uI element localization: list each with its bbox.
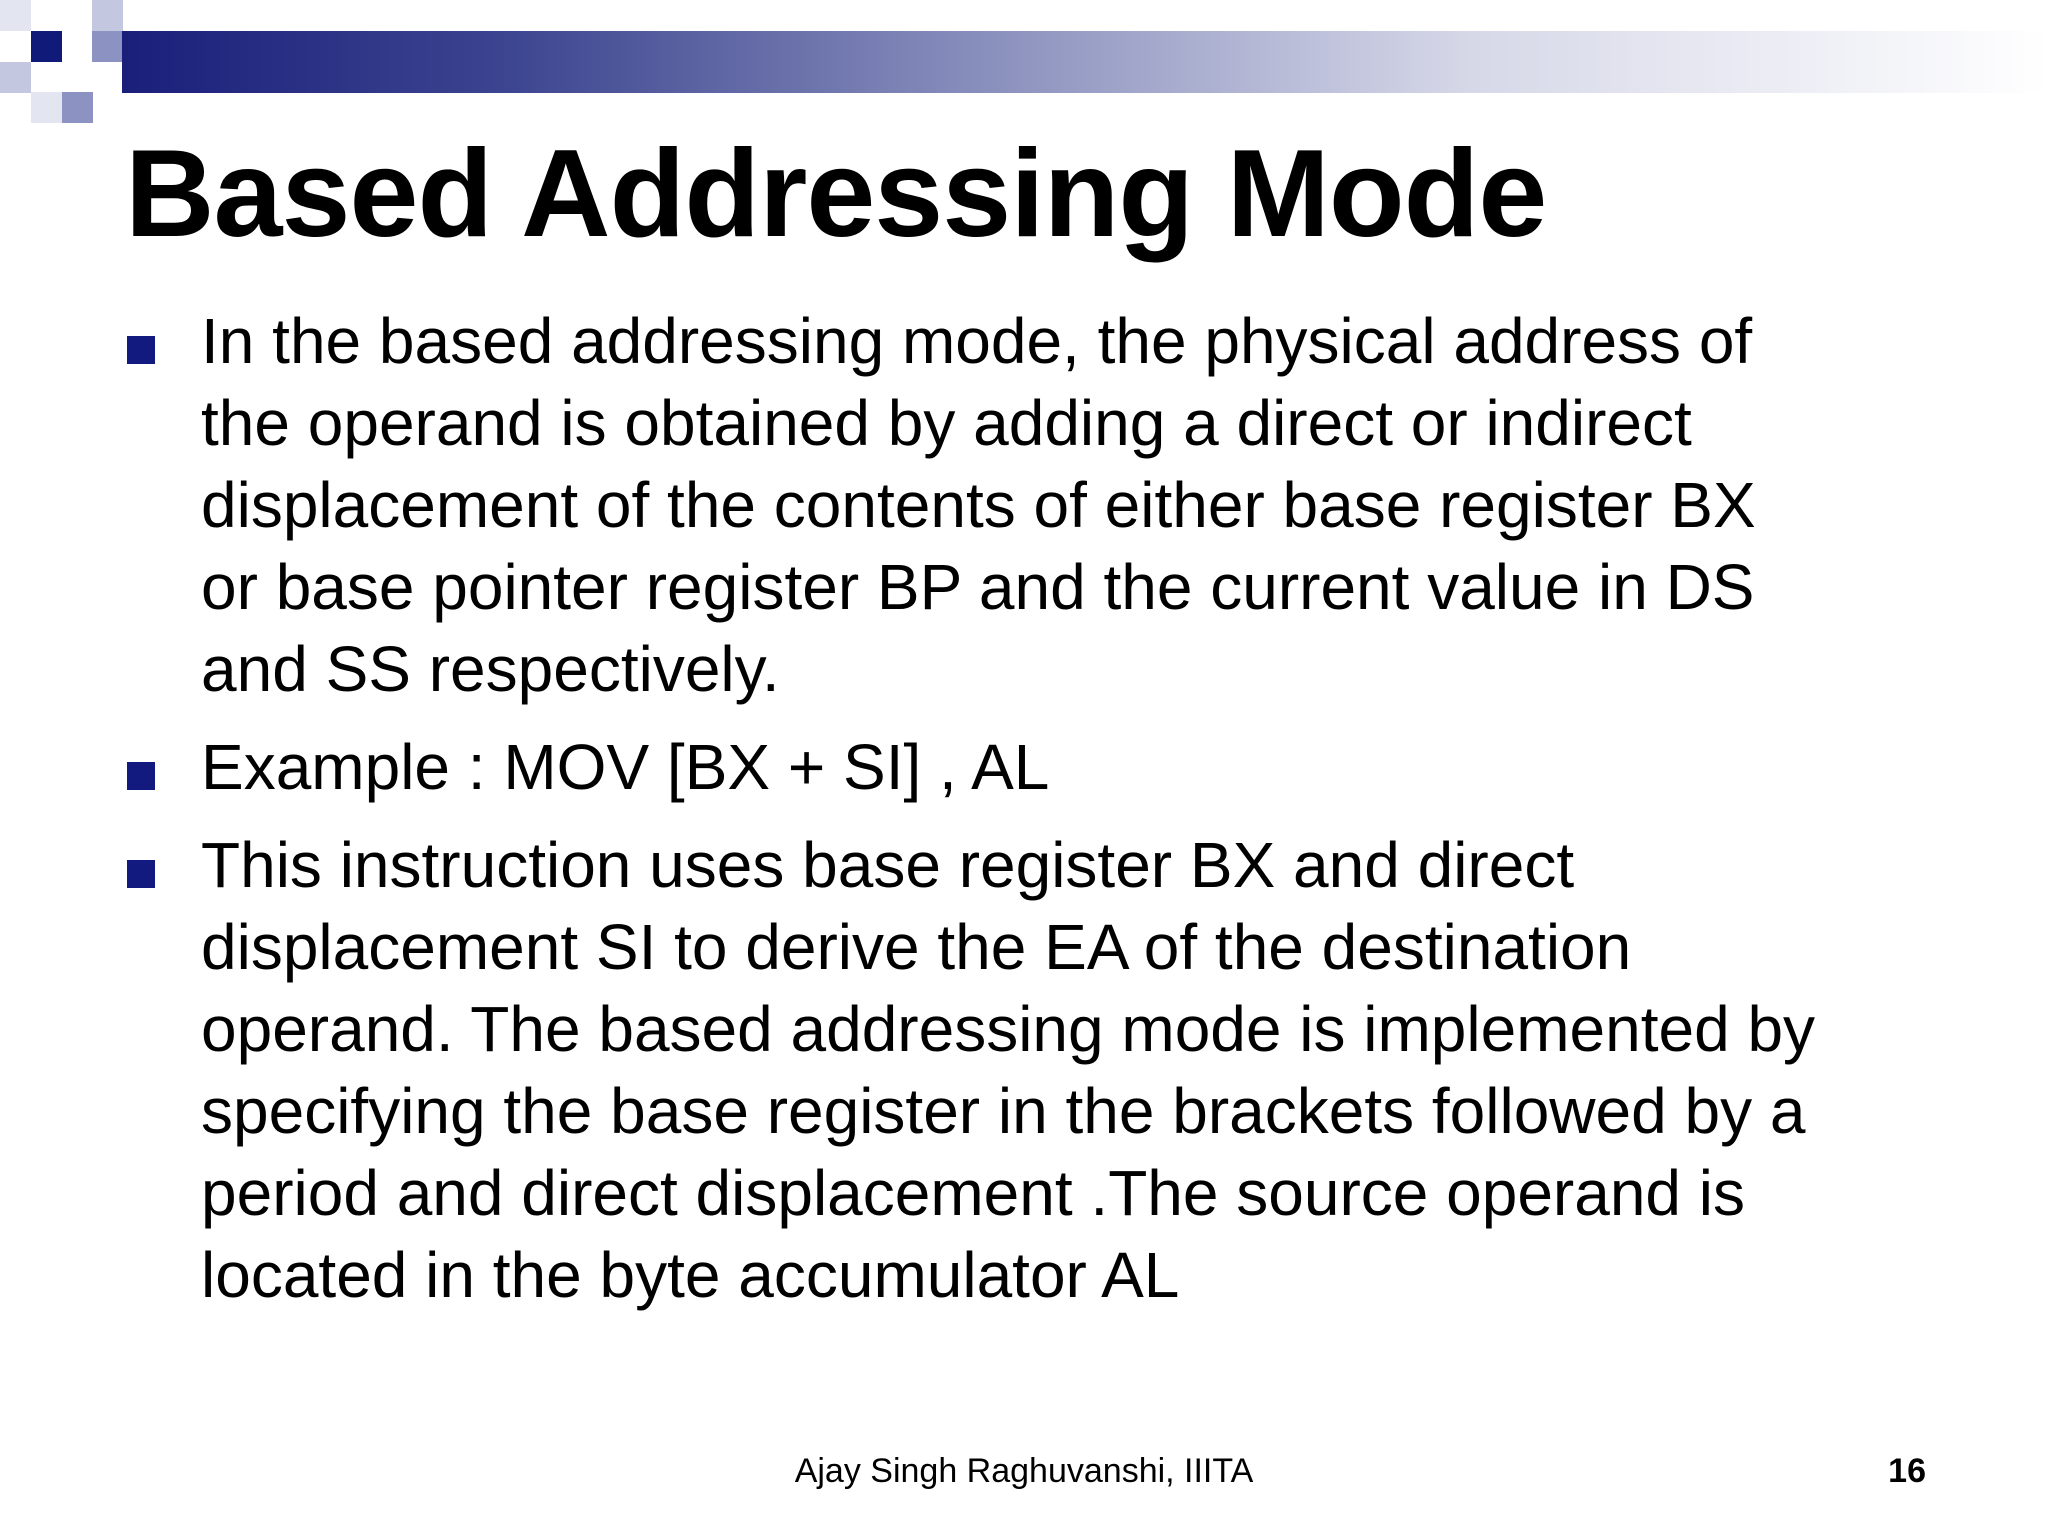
bullet-item bbox=[125, 726, 1985, 808]
header-decor-square bbox=[92, 0, 123, 31]
header-decor-square bbox=[62, 92, 93, 123]
header-decor-square bbox=[0, 62, 31, 93]
footer-author: Ajay Singh Raghuvanshi, IIITA bbox=[794, 1452, 1254, 1490]
square-bullet-icon bbox=[127, 336, 155, 364]
page-number: 16 bbox=[1888, 1452, 1926, 1490]
header-decor-square bbox=[0, 0, 31, 31]
slide-title: Based Addressing Mode bbox=[125, 125, 1547, 263]
header-decor-square bbox=[31, 31, 62, 62]
bullet-item bbox=[125, 300, 1985, 710]
header-decor-square bbox=[31, 92, 62, 123]
square-bullet-icon bbox=[127, 762, 155, 790]
header-gradient-bar bbox=[122, 31, 2048, 93]
bullet-text: In the based addressing mode, the physical address of the operand is obtained by adding a direct or indirect displacement of the contents of either base register BX or base pointer register BP and the current value in DS and SS respectively. bbox=[201, 305, 1756, 705]
square-bullet-icon bbox=[127, 860, 155, 888]
bullet-list bbox=[125, 300, 1985, 1332]
bullet-text: This instruction uses base register BX and direct displacement SI to derive the EA of the destination operand. The based addressing mode is implemented by specifying the base register in the brackets followed by a period and direct displacement .The source operand is located in the byte accumulator AL bbox=[201, 829, 1816, 1311]
header-decor-square bbox=[92, 31, 123, 62]
bullet-item bbox=[125, 824, 1985, 1316]
bullet-text: Example : MOV [BX + SI] , AL bbox=[201, 731, 1050, 803]
